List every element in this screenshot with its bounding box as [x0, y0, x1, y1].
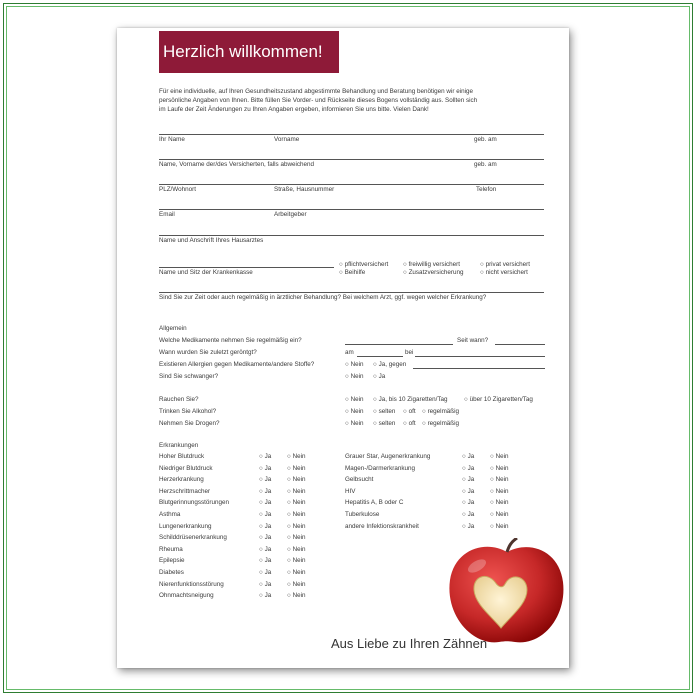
drugs-rarely[interactable]: ○ selten: [373, 420, 396, 427]
smoking-question: Rauchen Sie?: [159, 396, 199, 403]
disease-no-option[interactable]: ○ Nein: [490, 499, 509, 507]
disease-yes-label: Ja: [264, 534, 272, 542]
page-title: Herzlich willkommen!: [159, 31, 339, 73]
disease-yes-label: Ja: [264, 487, 272, 495]
disease-yes-option[interactable]: ○ Ja: [462, 464, 475, 472]
disease-no-option[interactable]: ○ Nein: [287, 534, 306, 542]
disease-yes-label: Ja: [467, 487, 475, 495]
pregnant-no-label: Nein: [350, 373, 364, 380]
disease-label: Hepatitis A, B oder C: [345, 499, 404, 507]
nicht-option[interactable]: ○ nicht versichert: [480, 269, 528, 276]
disease-yes-label: Ja: [467, 464, 475, 472]
disease-yes-label: Ja: [264, 476, 272, 484]
beihilfe-option[interactable]: ○ Beihilfe: [339, 269, 366, 276]
disease-yes-label: Ja: [264, 580, 272, 588]
disease-label: Asthma: [159, 511, 181, 518]
disease-yes-label: Ja: [264, 499, 272, 507]
apple-heart-image: [447, 538, 569, 648]
disease-yes-option[interactable]: ○ Ja: [259, 487, 272, 495]
disease-label: Gelbsucht: [345, 476, 374, 484]
disease-no-label: Nein: [495, 511, 509, 518]
disease-no-option[interactable]: ○ Nein: [490, 522, 509, 530]
vorname-label: Vorname: [274, 136, 300, 143]
disease-label: Herzschrittmacher: [159, 487, 211, 495]
xray-bei-input[interactable]: [415, 356, 545, 357]
disease-yes-option[interactable]: ○ Ja: [259, 464, 272, 472]
name-line[interactable]: [159, 134, 544, 135]
disease-yes-label: Ja: [467, 476, 475, 484]
drugs-regular-label: regelmäßig: [427, 420, 460, 427]
disease-yes-option[interactable]: ○ Ja: [259, 592, 272, 600]
disease-no-option[interactable]: ○ Nein: [287, 487, 306, 495]
pregnant-no[interactable]: ○ Nein: [345, 373, 364, 380]
form-page: [117, 28, 569, 668]
disease-yes-label: Ja: [264, 592, 272, 600]
insured-line[interactable]: [159, 159, 544, 160]
insured-label: Name, Vorname der/des Versicherten, falls abweichend: [159, 161, 315, 168]
birthdate-label: geb. am: [474, 136, 497, 143]
smoking-no[interactable]: ○ Nein: [345, 396, 364, 403]
disease-label: Herzerkrankung: [159, 476, 204, 484]
disease-no-label: Nein: [495, 487, 509, 495]
zusatz-option[interactable]: ○ Zusatzversicherung: [403, 269, 464, 276]
drugs-often[interactable]: ○ oft: [403, 420, 416, 427]
drugs-no[interactable]: ○ Nein: [345, 420, 364, 427]
xray-bei-label: bei: [405, 349, 414, 356]
freiwillig-option[interactable]: ○ freiwillig versichert: [403, 261, 460, 268]
street-label: Straße, Hausnummer: [274, 186, 335, 193]
email-label: Email: [159, 211, 175, 218]
disease-no-label: Nein: [292, 511, 306, 518]
employer-label: Arbeitgeber: [274, 211, 307, 218]
disease-no-option[interactable]: ○ Nein: [287, 476, 306, 484]
allergy-no-label: Nein: [350, 361, 364, 368]
disease-yes-option[interactable]: ○ Ja: [462, 511, 475, 518]
allergy-no[interactable]: ○ Nein: [345, 361, 364, 368]
disease-yes-option[interactable]: ○ Ja: [259, 499, 272, 507]
pregnant-yes-label: Ja: [378, 373, 386, 380]
disease-yes-label: Ja: [264, 545, 272, 553]
since-label: Seit wann?: [457, 337, 489, 344]
disease-no-option[interactable]: ○ Nein: [287, 511, 306, 518]
disease-no-label: Nein: [292, 522, 306, 530]
disease-no-label: Nein: [292, 545, 306, 553]
intro-text: [159, 87, 547, 114]
disease-no-option[interactable]: ○ Nein: [490, 476, 509, 484]
pflicht-option[interactable]: ○ pflichtversichert: [339, 261, 389, 268]
disease-no-label: Nein: [495, 464, 509, 472]
alcohol-often-label: oft: [408, 408, 416, 415]
alcohol-regular-label: regelmäßig: [427, 408, 460, 415]
drugs-no-label: Nein: [350, 420, 364, 427]
phone-label: Telefon: [476, 186, 497, 193]
disease-yes-label: Ja: [264, 569, 272, 576]
allergy-yes-label: Ja, gegen: [378, 361, 407, 368]
disease-label: Magen-/Darmerkrankung: [345, 464, 415, 472]
diseases-heading: Erkrankungen: [159, 442, 199, 449]
disease-no-label: Nein: [292, 534, 306, 542]
xray-date-input[interactable]: [357, 356, 403, 357]
smoking-a[interactable]: ○ Ja, bis 10 Zigaretten/Tag: [373, 396, 448, 403]
slogan: Aus Liebe zu Ihren Zähnen: [331, 636, 488, 651]
intro-line: im Laufe der Zeit Änderungen zu Ihren Angaben ergeben, informieren Sie uns bitte. Vielen Dank!: [159, 106, 429, 113]
disease-label: Grauer Star, Augenerkrankung: [345, 453, 431, 460]
drugs-rarely-label: selten: [378, 420, 396, 427]
allergy-input[interactable]: [413, 368, 545, 369]
disease-no-option[interactable]: ○ Nein: [287, 453, 306, 460]
disease-label: Niedriger Blutdruck: [159, 464, 213, 472]
disease-label: Blutgerinnungsstörungen: [159, 499, 230, 507]
disease-yes-label: Ja: [264, 453, 272, 460]
disease-label: Lungenerkrankung: [159, 522, 212, 530]
disease-yes-option[interactable]: ○ Ja: [259, 522, 272, 530]
email-line[interactable]: [159, 209, 544, 210]
disease-no-label: Nein: [292, 476, 306, 484]
disease-yes-option[interactable]: ○ Ja: [259, 580, 272, 588]
smoking-b[interactable]: ○ über 10 Zigaretten/Tag: [464, 396, 533, 403]
disease-label: Epilepsie: [159, 557, 185, 565]
disease-yes-option[interactable]: ○ Ja: [259, 453, 272, 460]
treatment-question: Sind Sie zur Zeit oder auch regelmäßig in ärztlicher Behandlung? Bei welchem Arzt, ggf. wegen welcher Erkrankung?: [159, 294, 487, 301]
disease-label: Ohnmachtsneigung: [159, 592, 214, 600]
doctor-label: Name und Anschrift Ihres Hausarztes: [159, 237, 264, 244]
disease-no-option[interactable]: ○ Nein: [490, 464, 509, 472]
plz-label: PLZ/Wohnort: [159, 186, 196, 193]
disease-no-label: Nein: [292, 569, 306, 576]
medication-question: Welche Medikamente nehmen Sie regelmäßig ein?: [159, 337, 302, 344]
privat-option[interactable]: ○ privat versichert: [480, 261, 531, 268]
disease-no-option[interactable]: ○ Nein: [287, 580, 306, 588]
alcohol-rarely-label: selten: [378, 408, 396, 415]
alcohol-no[interactable]: ○ Nein: [345, 408, 364, 415]
allgemein-heading: Allgemein: [159, 325, 187, 332]
disease-label: Hoher Blutdruck: [159, 453, 205, 460]
since-input[interactable]: [495, 344, 545, 345]
doctor-line[interactable]: [159, 235, 544, 236]
disease-yes-label: Ja: [264, 464, 272, 472]
disease-no-label: Nein: [292, 487, 306, 495]
disease-no-option[interactable]: ○ Nein: [287, 557, 306, 565]
xray-date-label: am: [345, 349, 354, 356]
disease-label: Nierenfunktionsstörung: [159, 580, 224, 588]
drugs-question: Nehmen Sie Drogen?: [159, 420, 220, 427]
disease-yes-option[interactable]: ○ Ja: [259, 557, 272, 565]
disease-no-label: Nein: [292, 580, 306, 588]
disease-yes-option[interactable]: ○ Ja: [259, 534, 272, 542]
disease-no-option[interactable]: ○ Nein: [287, 592, 306, 600]
privat-label: privat versichert: [485, 261, 531, 268]
disease-no-option[interactable]: ○ Nein: [490, 453, 509, 460]
smoking-no-label: Nein: [350, 396, 364, 403]
disease-label: Tuberkulose: [345, 511, 380, 518]
beihilfe-label: Beihilfe: [344, 269, 366, 276]
smoking-a-label: Ja, bis 10 Zigaretten/Tag: [378, 396, 448, 403]
disease-no-option[interactable]: ○ Nein: [287, 464, 306, 472]
medication-input[interactable]: [345, 344, 453, 345]
alcohol-rarely[interactable]: ○ selten: [373, 408, 396, 415]
freiwillig-label: freiwillig versichert: [408, 261, 460, 268]
disease-yes-option[interactable]: ○ Ja: [259, 545, 272, 553]
name-label: Ihr Name: [159, 136, 185, 143]
disease-no-label: Nein: [292, 592, 306, 600]
alcohol-no-label: Nein: [350, 408, 364, 415]
disease-no-label: Nein: [495, 476, 509, 484]
disease-no-option[interactable]: ○ Nein: [287, 522, 306, 530]
nicht-label: nicht versichert: [485, 269, 528, 276]
disease-yes-label: Ja: [467, 511, 475, 518]
disease-yes-option[interactable]: ○ Ja: [462, 476, 475, 484]
intro-line: persönliche Angaben von Ihnen. Bitte füllen Sie Vorder- und Rückseite dieses Bogens vollständig aus. Sollten sich: [159, 97, 478, 104]
alcohol-question: Trinken Sie Alkohol?: [159, 408, 217, 415]
disease-no-label: Nein: [495, 522, 509, 530]
disease-yes-option[interactable]: ○ Ja: [462, 487, 475, 495]
disease-no-label: Nein: [292, 557, 306, 565]
disease-yes-option[interactable]: ○ Ja: [462, 522, 475, 530]
insurance-label: Name und Sitz der Krankenkasse: [159, 269, 253, 276]
disease-label: Diabetes: [159, 569, 184, 576]
disease-no-option[interactable]: ○ Nein: [287, 499, 306, 507]
disease-no-option[interactable]: ○ Nein: [287, 569, 306, 576]
disease-no-label: Nein: [495, 453, 509, 460]
disease-yes-label: Ja: [264, 511, 272, 518]
disease-no-option[interactable]: ○ Nein: [490, 511, 509, 518]
disease-label: Schilddrüsenerkrankung: [159, 534, 227, 542]
insurance-line[interactable]: [159, 267, 334, 268]
disease-yes-label: Ja: [467, 499, 475, 507]
disease-yes-option[interactable]: ○ Ja: [462, 453, 475, 460]
disease-yes-option[interactable]: ○ Ja: [259, 569, 272, 576]
disease-no-label: Nein: [495, 499, 509, 507]
allergy-question: Existieren Allergien gegen Medikamente/andere Stoffe?: [159, 361, 315, 368]
pregnant-question: Sind Sie schwanger?: [159, 373, 219, 380]
alcohol-regular[interactable]: ○ regelmäßig: [422, 408, 460, 415]
disease-label: HIV: [345, 487, 356, 495]
disease-yes-label: Ja: [264, 522, 272, 530]
pflicht-label: pflichtversichert: [344, 261, 389, 268]
pregnant-yes[interactable]: ○ Ja: [373, 373, 386, 380]
disease-no-option[interactable]: ○ Nein: [490, 487, 509, 495]
treatment-line[interactable]: [159, 292, 544, 293]
smoking-b-label: über 10 Zigaretten/Tag: [469, 396, 533, 403]
alcohol-often[interactable]: ○ oft: [403, 408, 416, 415]
allergy-yes[interactable]: ○ Ja, gegen: [373, 361, 407, 368]
drugs-often-label: oft: [408, 420, 416, 427]
disease-yes-option[interactable]: ○ Ja: [259, 511, 272, 518]
disease-yes-label: Ja: [467, 453, 475, 460]
disease-yes-label: Ja: [467, 522, 475, 530]
address-line[interactable]: [159, 184, 544, 185]
disease-label: andere Infektionskrankheit: [345, 522, 419, 530]
disease-label: Rheuma: [159, 545, 183, 553]
disease-no-label: Nein: [292, 499, 306, 507]
insured-birthdate-label: geb. am: [474, 161, 497, 168]
disease-yes-option[interactable]: ○ Ja: [259, 476, 272, 484]
disease-yes-option[interactable]: ○ Ja: [462, 499, 475, 507]
zusatz-label: Zusatzversicherung: [408, 269, 464, 276]
xray-question: Wann wurden Sie zuletzt geröntgt?: [159, 349, 257, 356]
intro-line: Für eine individuelle, auf Ihren Gesundheitszustand abgestimmte Behandlung und Beratung benötigen wir einige: [159, 88, 474, 95]
disease-no-label: Nein: [292, 453, 306, 460]
drugs-regular[interactable]: ○ regelmäßig: [422, 420, 460, 427]
disease-no-option[interactable]: ○ Nein: [287, 545, 306, 553]
disease-yes-label: Ja: [264, 557, 272, 565]
disease-no-label: Nein: [292, 464, 306, 472]
